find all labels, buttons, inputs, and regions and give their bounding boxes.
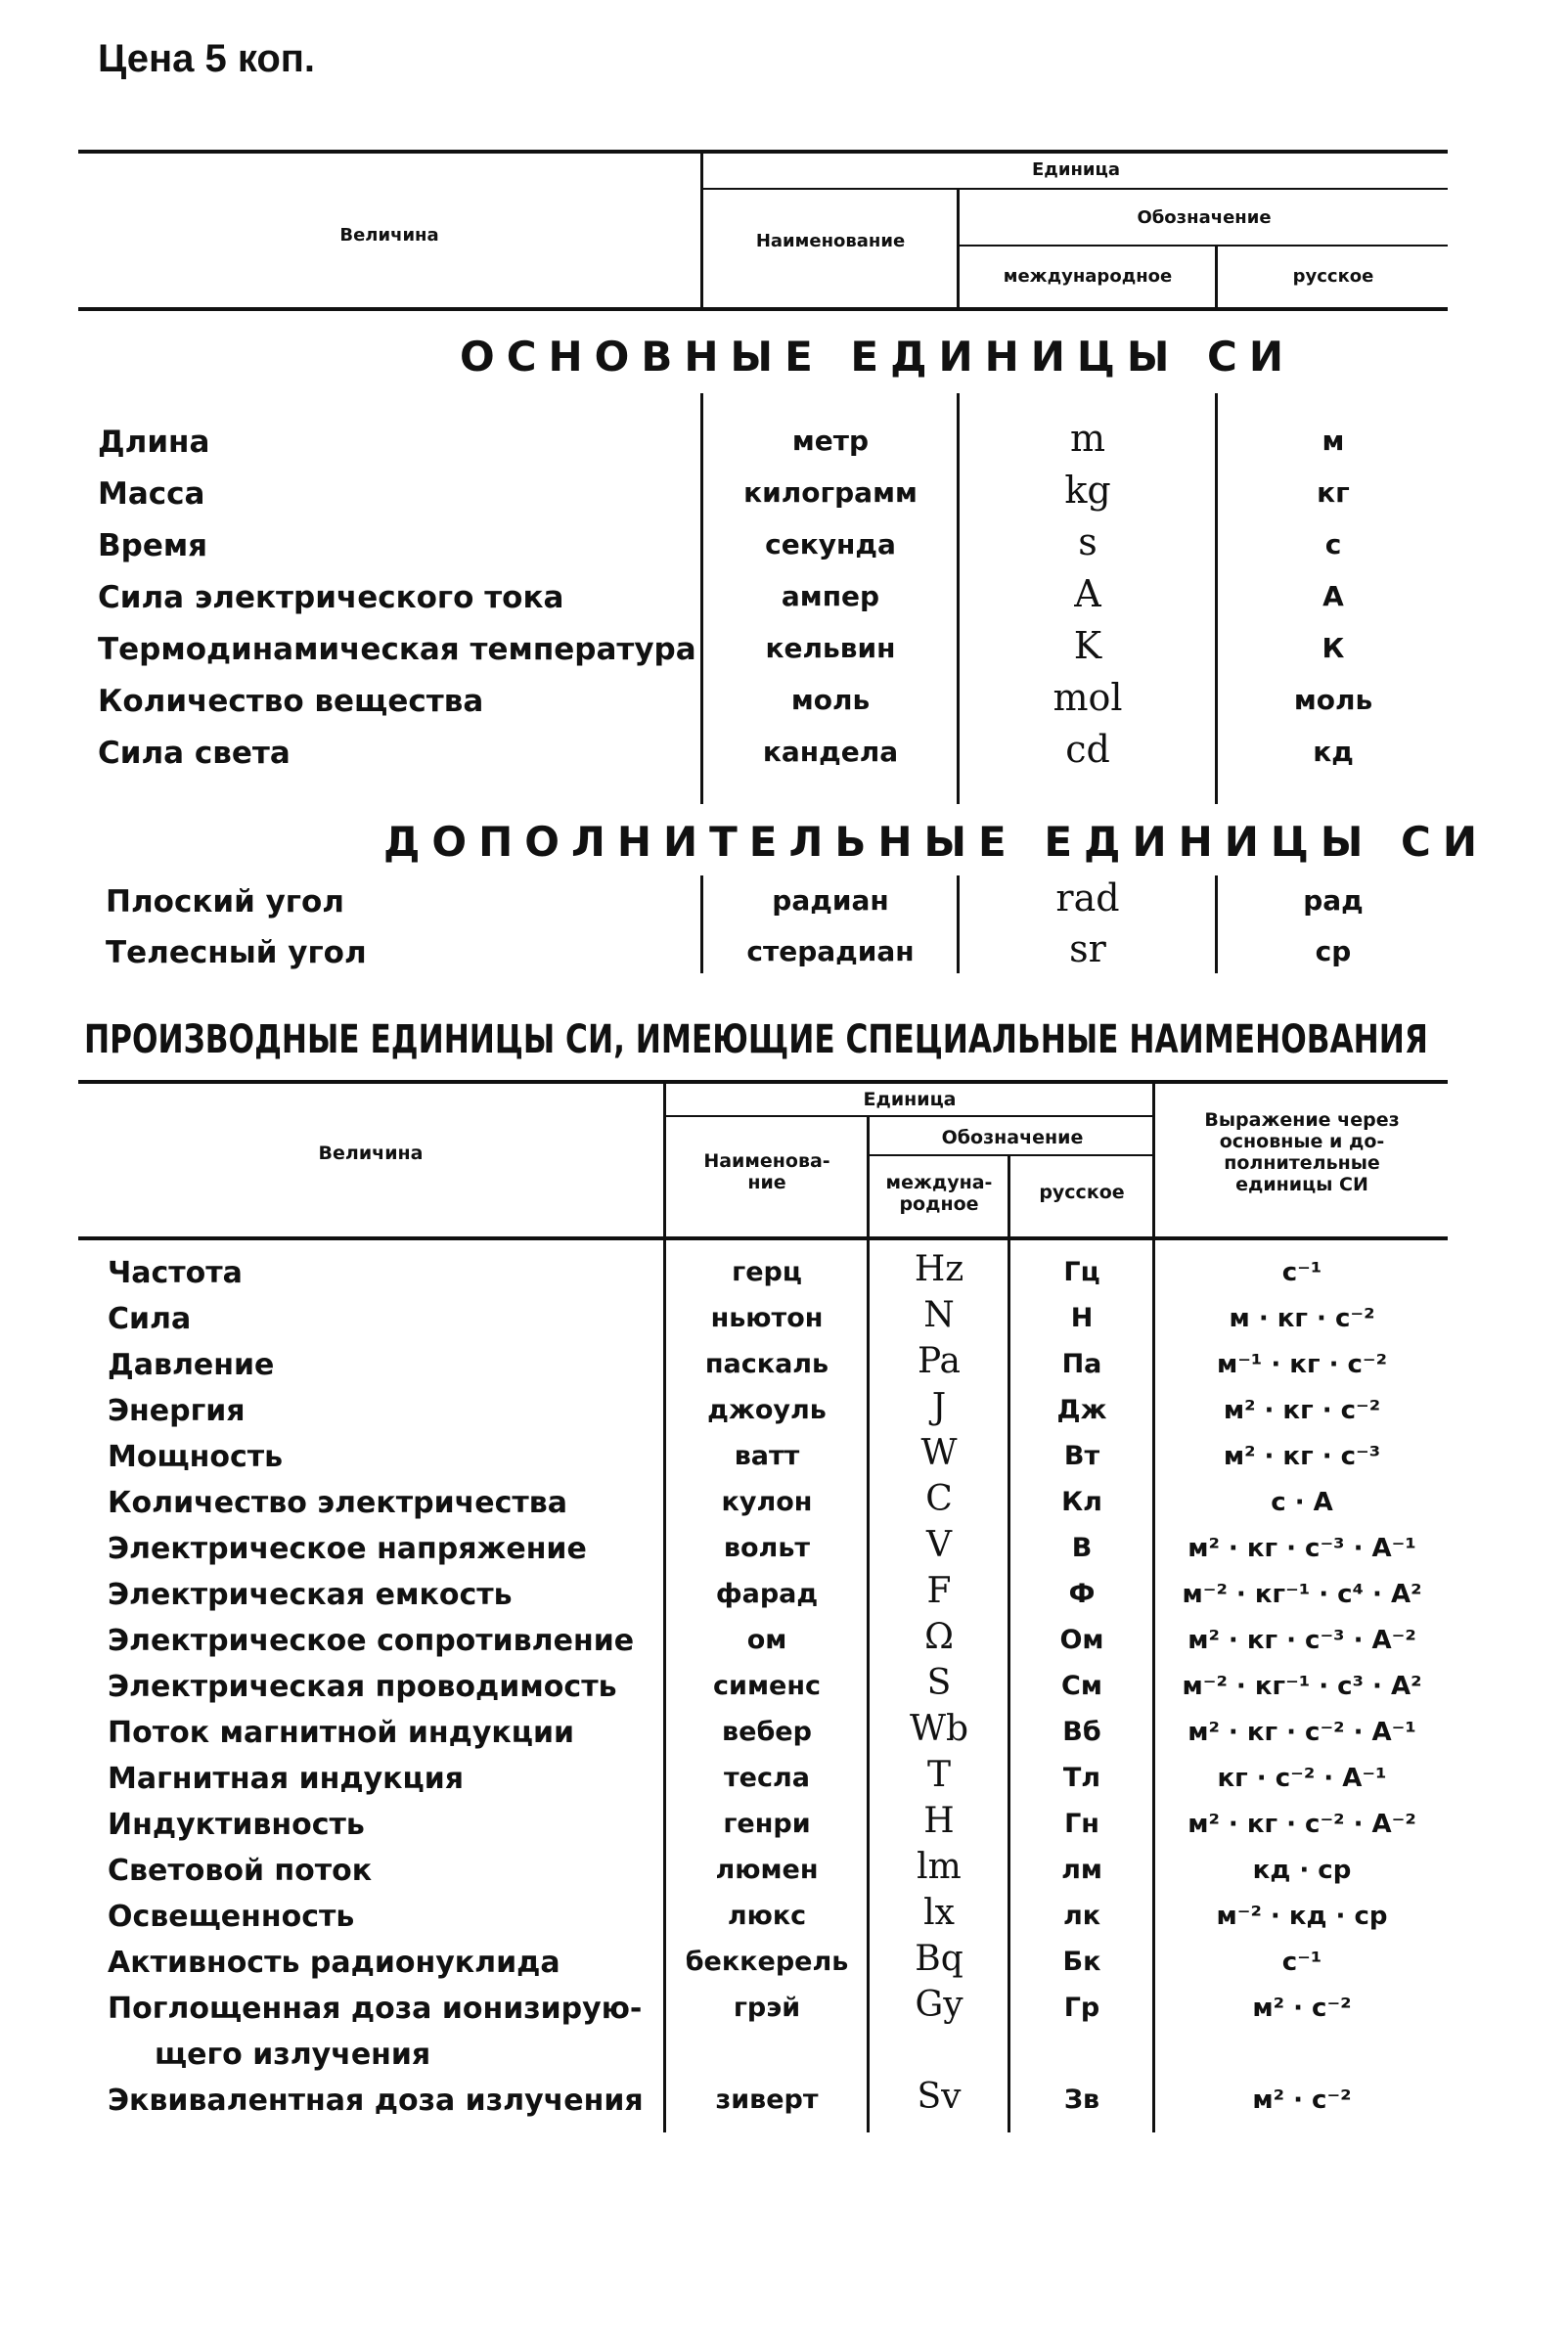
divider — [959, 245, 1448, 247]
quantity-label: Световой поток — [108, 1854, 373, 1888]
divider — [78, 1080, 1448, 1084]
unit-name: ньютон — [710, 1303, 824, 1333]
section-title-supplementary: ДОПОЛНИТЕЛЬНЫЕ ЕДИНИЦЫ СИ — [383, 818, 1489, 866]
unit-name: килограмм — [743, 476, 918, 509]
divider — [869, 1154, 1154, 1156]
unit-symbol-international: cd — [1065, 728, 1110, 771]
unit-symbol-international: C — [925, 1479, 953, 1519]
unit-name: кулон — [721, 1487, 813, 1517]
unit-name: зиверт — [715, 2085, 819, 2115]
unit-name: метр — [791, 425, 870, 457]
unit-symbol-international: sr — [1069, 927, 1106, 970]
unit-symbol-russian: кг — [1317, 476, 1350, 509]
divider — [78, 307, 1448, 311]
quantity-label: Масса — [98, 476, 205, 512]
unit-symbol-russian: Ф — [1068, 1579, 1096, 1609]
unit-symbol-russian: лк — [1062, 1901, 1101, 1931]
divider — [702, 188, 1448, 190]
header-expression: Выражение через основные и до- полнительные единицы СИ — [1204, 1109, 1400, 1195]
unit-symbol-russian: Гц — [1063, 1257, 1100, 1287]
quantity-label: Электрическое сопротивление — [108, 1624, 635, 1658]
unit-name: джоуль — [707, 1395, 827, 1425]
unit-expression: с⁻¹ — [1281, 1258, 1322, 1287]
header-international: междуна- родное — [885, 1172, 993, 1215]
unit-symbol-international: Pa — [917, 1341, 962, 1381]
unit-name: герц — [732, 1257, 802, 1287]
unit-name: люмен — [715, 1855, 819, 1885]
divider — [1152, 1082, 1155, 2132]
unit-symbol-international: kg — [1064, 469, 1111, 512]
quantity-label: Количество электричества — [108, 1486, 567, 1520]
unit-expression: м² · кг · с⁻³ · А⁻¹ — [1187, 1534, 1416, 1563]
unit-symbol-russian: Зв — [1063, 2085, 1100, 2115]
quantity-label: Электрическое напряжение — [108, 1532, 587, 1566]
divider — [663, 1082, 666, 2132]
divider — [1008, 1156, 1010, 2132]
divider — [957, 188, 960, 309]
divider — [78, 150, 1448, 154]
unit-name: кельвин — [765, 632, 896, 664]
unit-expression: м² · с⁻² — [1252, 2085, 1352, 2115]
unit-name: вольт — [723, 1533, 811, 1563]
unit-name: кандела — [762, 736, 899, 768]
quantity-label: Сила — [108, 1302, 192, 1336]
unit-symbol-russian: В — [1071, 1533, 1093, 1563]
header-symbol: Обозначение — [941, 1127, 1084, 1148]
unit-symbol-russian: Вб — [1062, 1717, 1101, 1747]
unit-name: генри — [723, 1809, 811, 1839]
quantity-label: Поглощенная доза ионизирую- — [108, 1992, 643, 2026]
unit-symbol-international: rad — [1055, 876, 1120, 919]
quantity-label: Давление — [108, 1348, 275, 1382]
quantity-label: щего излучения — [155, 2038, 431, 2072]
header-quantity: Величина — [318, 1143, 424, 1164]
unit-symbol-international: F — [926, 1571, 952, 1611]
quantity-label: Электрическая емкость — [108, 1578, 513, 1612]
section-title-base: ОСНОВНЫЕ ЕДИНИЦЫ СИ — [460, 333, 1296, 381]
unit-symbol-russian: Ом — [1059, 1625, 1104, 1655]
quantity-label: Телесный угол — [106, 935, 367, 970]
header-name: Наименование — [755, 231, 906, 251]
unit-symbol-international: H — [923, 1801, 955, 1841]
unit-symbol-international: A — [1074, 572, 1101, 615]
unit-expression: м² · кг · с⁻² · А⁻¹ — [1187, 1718, 1416, 1747]
unit-symbol-russian: К — [1322, 632, 1345, 664]
unit-expression: м² · кг · с⁻³ · А⁻² — [1187, 1626, 1416, 1655]
unit-expression: кг · с⁻² · А⁻¹ — [1217, 1764, 1387, 1793]
divider — [700, 150, 703, 309]
unit-symbol-international: lx — [923, 1893, 955, 1933]
unit-symbol-russian: Гр — [1063, 1993, 1100, 2023]
quantity-label: Количество вещества — [98, 684, 484, 719]
quantity-label: Термодинамическая температура — [98, 632, 696, 667]
unit-symbol-international: T — [926, 1755, 951, 1795]
unit-symbol-russian: Бк — [1062, 1947, 1101, 1977]
unit-symbol-international: m — [1069, 417, 1106, 460]
unit-name: грэй — [733, 1993, 801, 2023]
unit-symbol-international: Wb — [909, 1709, 969, 1749]
unit-expression: м² · с⁻² — [1252, 1994, 1352, 2023]
quantity-label: Сила света — [98, 736, 291, 771]
quantity-label: Индуктивность — [108, 1808, 365, 1842]
header-unit: Единица — [1032, 159, 1120, 180]
header-russian: русское — [1039, 1182, 1125, 1203]
unit-name: ом — [746, 1625, 787, 1655]
unit-name: ватт — [734, 1441, 800, 1471]
unit-name: вебер — [722, 1717, 812, 1747]
quantity-label: Частота — [108, 1256, 243, 1290]
unit-symbol-international: Hz — [914, 1249, 964, 1289]
unit-name: радиан — [772, 884, 889, 917]
quantity-label: Плоский угол — [106, 884, 345, 919]
unit-symbol-russian: моль — [1293, 684, 1373, 716]
header-symbol: Обозначение — [1137, 207, 1272, 228]
header-name: Наименова- ние — [703, 1150, 830, 1193]
unit-name: ампер — [781, 580, 880, 612]
quantity-label: Электрическая проводимость — [108, 1670, 617, 1704]
unit-symbol-russian: Дж — [1056, 1395, 1107, 1425]
header-quantity: Величина — [339, 225, 439, 246]
unit-symbol-russian: Гн — [1064, 1809, 1099, 1839]
section-title-derived: ПРОИЗВОДНЫЕ ЕДИНИЦЫ СИ, ИМЕЮЩИЕ СПЕЦИАЛЬНЫЕ НАИМЕНОВАНИЯ — [84, 1017, 1428, 1062]
unit-symbol-international: K — [1073, 624, 1102, 667]
header-unit: Единица — [863, 1089, 957, 1110]
unit-name: секунда — [765, 528, 896, 561]
unit-symbol-international: Sv — [917, 2077, 962, 2117]
quantity-label: Мощность — [108, 1440, 284, 1474]
unit-name: паскаль — [704, 1349, 829, 1379]
unit-symbol-russian: ср — [1315, 935, 1352, 967]
divider — [700, 393, 703, 804]
header-russian: русское — [1292, 266, 1374, 287]
unit-expression: с⁻¹ — [1281, 1948, 1322, 1977]
divider — [957, 875, 960, 973]
unit-symbol-international: Gy — [915, 1985, 963, 2025]
price-label: Цена 5 коп. — [98, 37, 316, 80]
unit-symbol-international: W — [920, 1433, 958, 1473]
quantity-label: Длина — [98, 425, 210, 460]
unit-symbol-russian: А — [1322, 580, 1344, 612]
unit-symbol-russian: См — [1061, 1671, 1102, 1701]
divider — [700, 875, 703, 973]
unit-expression: м⁻¹ · кг · с⁻² — [1216, 1350, 1388, 1379]
quantity-label: Активность радионуклида — [108, 1946, 560, 1980]
divider — [867, 1117, 870, 2132]
unit-symbol-international: lm — [917, 1847, 962, 1887]
unit-name: сименс — [713, 1671, 821, 1701]
quantity-label: Эквивалентная доза излучения — [108, 2084, 644, 2118]
divider — [665, 1115, 1154, 1117]
unit-symbol-russian: Тл — [1062, 1763, 1101, 1793]
unit-name: фарад — [715, 1579, 819, 1609]
unit-symbol-international: Bq — [915, 1939, 963, 1979]
unit-symbol-russian: Па — [1061, 1349, 1102, 1379]
quantity-label: Поток магнитной индукции — [108, 1716, 575, 1750]
unit-expression: с · А — [1271, 1488, 1333, 1517]
unit-symbol-russian: Кл — [1061, 1487, 1102, 1517]
unit-symbol-international: Ω — [924, 1617, 954, 1657]
unit-symbol-international: J — [931, 1387, 947, 1427]
header-international: международное — [1003, 266, 1173, 287]
unit-expression: м⁻² · кд · ср — [1216, 1902, 1388, 1931]
unit-symbol-russian: с — [1324, 528, 1342, 561]
unit-symbol-international: S — [926, 1663, 952, 1703]
unit-symbol-international: V — [926, 1525, 952, 1565]
divider — [1215, 393, 1218, 804]
unit-name: стерадиан — [746, 935, 915, 967]
quantity-label: Освещенность — [108, 1900, 355, 1934]
unit-symbol-russian: Вт — [1063, 1441, 1100, 1471]
unit-name: моль — [790, 684, 871, 716]
unit-expression: м⁻² · кг⁻¹ · с⁴ · А² — [1182, 1580, 1422, 1609]
unit-symbol-russian: кд — [1313, 736, 1354, 768]
unit-name: тесла — [724, 1763, 810, 1793]
divider — [957, 393, 960, 804]
quantity-label: Магнитная индукция — [108, 1762, 464, 1796]
unit-symbol-international: mol — [1053, 676, 1123, 719]
unit-symbol-russian: Н — [1070, 1303, 1094, 1333]
quantity-label: Энергия — [108, 1394, 246, 1428]
unit-name: беккерель — [685, 1947, 849, 1977]
unit-symbol-russian: лм — [1061, 1855, 1102, 1885]
quantity-label: Сила электрического тока — [98, 580, 564, 615]
unit-expression: м² · кг · с⁻² · А⁻² — [1187, 1810, 1416, 1839]
unit-expression: м² · кг · с⁻² — [1223, 1396, 1381, 1425]
unit-expression: кд · ср — [1252, 1856, 1352, 1885]
unit-expression: м² · кг · с⁻³ — [1223, 1442, 1381, 1471]
divider — [78, 1236, 1448, 1240]
unit-symbol-russian: м — [1322, 425, 1345, 457]
unit-expression: м⁻² · кг⁻¹ · с³ · А² — [1182, 1672, 1422, 1701]
divider — [1215, 245, 1218, 309]
divider — [1215, 875, 1218, 973]
unit-expression: м · кг · с⁻² — [1229, 1304, 1375, 1333]
quantity-label: Время — [98, 528, 208, 563]
unit-symbol-international: N — [923, 1295, 955, 1335]
unit-name: люкс — [727, 1901, 807, 1931]
unit-symbol-russian: рад — [1303, 884, 1364, 917]
unit-symbol-international: s — [1078, 520, 1098, 563]
